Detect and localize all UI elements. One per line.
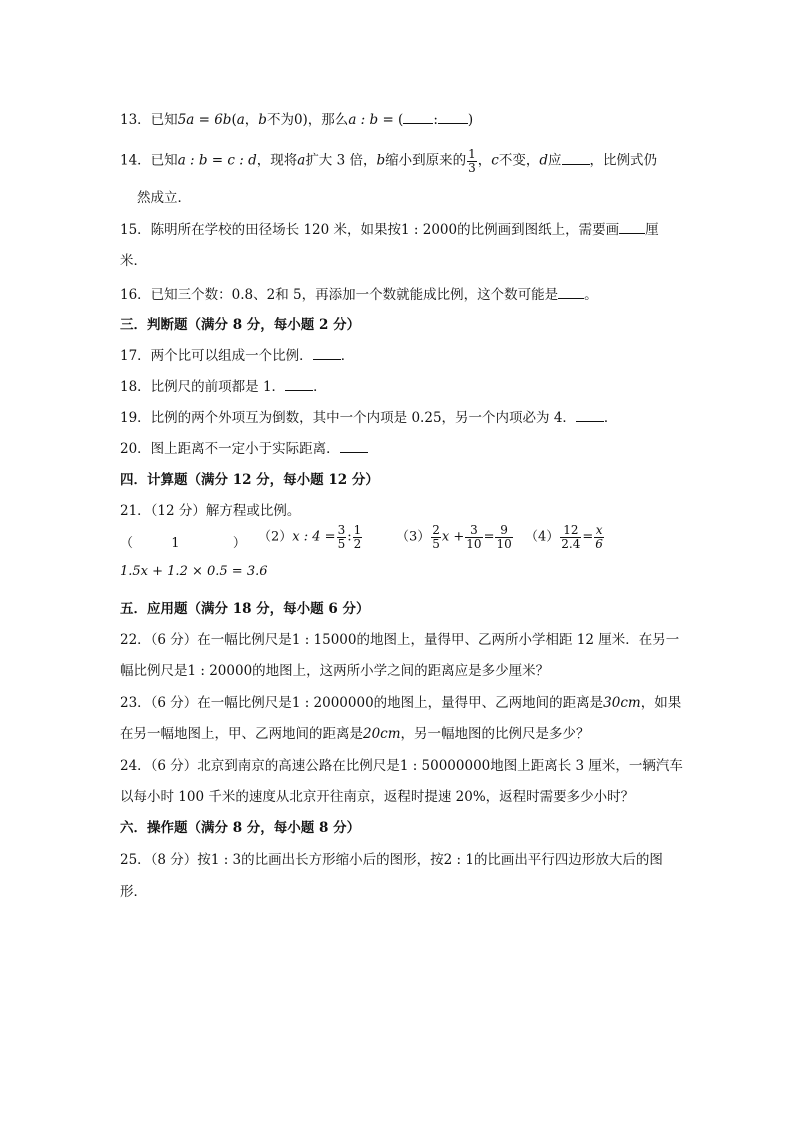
fraction: $\frac{1}{2}$	[353, 523, 362, 551]
question-18: 18．比例尺的前项都是 1． ．	[120, 379, 327, 395]
fraction: $\frac{x}{6}$	[595, 523, 603, 551]
question-22: 22．（6 分）在一幅比例尺是1 : 15000的地图上，量得甲、乙两所小学相距 12 厘米．在另一	[120, 632, 680, 648]
question-21-part-4: （4） $\frac{12}{2.4}$ = $\frac{x}{6}$	[525, 523, 603, 551]
question-21-parts: （ 1 ）	[120, 536, 246, 551]
question-17: 17．两个比可以组成一个比例． ．	[120, 348, 355, 364]
fraction: $\frac{3}{5}$	[337, 523, 346, 551]
question-22-line2: 幅比例尺是1 : 20000的地图上，这两所小学之间的距离应是多少厘米？	[120, 663, 550, 679]
question-21-part-3: （3） $\frac{2}{5}$ x + $\frac{3}{10}$ = $\frac{9}{10}$	[396, 523, 512, 551]
fraction: $\frac{1}{3}$	[468, 147, 476, 175]
section-heading-operation: 六．操作题（满分 8 分，每小题 8 分）	[120, 820, 361, 836]
question-14-line2: 然成立．	[137, 190, 191, 206]
question-25-line2: 形．	[120, 884, 147, 900]
fraction: $\frac{12}{2.4}$	[561, 523, 581, 551]
section-heading-calculation: 四．计算题（满分 12 分，每小题 12 分）	[120, 472, 379, 488]
answer-blank[interactable]	[403, 111, 433, 124]
question-23: 23．（6 分）在一幅比例尺是1 : 2000000的地图上，量得甲、乙两地间的距离是30cm，如果	[120, 695, 682, 711]
question-21-part-2: （2）x : 4 = $\frac{3}{5}$ : $\frac{1}{2}$	[258, 523, 362, 551]
section-heading-judgment: 三．判断题（满分 8 分，每小题 2 分）	[120, 317, 361, 333]
answer-blank[interactable]	[340, 440, 368, 453]
section-heading-application: 五．应用题（满分 18 分，每小题 6 分）	[120, 601, 370, 617]
fraction: $\frac{2}{5}$	[432, 523, 440, 551]
question-16: 16．已知三个数：0.8、2和 5，再添加一个数就能成比例，这个数可能是 。	[120, 287, 598, 303]
answer-blank[interactable]	[558, 286, 584, 299]
question-20: 20．图上距离不一定小于实际距离．	[120, 437, 368, 457]
fraction: $\frac{3}{10}$	[466, 523, 482, 551]
question-19: 19．比例的两个外项互为倒数，其中一个内项是 0.25，另一个内项必为 4． ．	[120, 410, 618, 426]
answer-blank[interactable]	[285, 378, 313, 391]
answer-blank[interactable]	[576, 409, 604, 422]
answer-blank[interactable]	[438, 111, 468, 124]
question-21-title: 21．（12 分）解方程或比例。	[120, 503, 301, 519]
answer-blank[interactable]	[619, 221, 645, 234]
question-24-line2: 以每小时 100 千米的速度从北京开往南京，返程时提速 20%，返程时需要多少小时？	[120, 789, 635, 805]
fraction: $\frac{9}{10}$	[496, 523, 512, 551]
question-15-line2: 米．	[120, 253, 147, 269]
math-expr: 5a = 6b	[177, 112, 232, 128]
question-13: 13．已知5a = 6b(a，b不为0)，那么a : b = ( : )	[120, 112, 474, 128]
question-23-line2: 在另一幅地图上，甲、乙两地间的距离是20cm，另一幅地图的比例尺是多少？	[120, 726, 590, 742]
question-14: 14．已知a : b = c : d，现将a扩大 3 倍，b缩小到原来的 $\frac{1}{3}$ ，c不变，d应 ，比例式仍	[120, 147, 657, 175]
question-25: 25．（8 分）按1 : 3的比画出长方形缩小后的图形，按2 : 1的比画出平行四边形放大后的图	[120, 852, 663, 868]
question-21-part-1-equation: 1.5x + 1.2 × 0.5 = 3.6	[120, 564, 268, 579]
question-24: 24．（6 分）北京到南京的高速公路在比例尺是1 : 50000000地图上距离长 3 厘米，一辆汽车	[120, 758, 683, 774]
question-15: 15．陈明所在学校的田径场长 120 米，如果按1 : 2000的比例画到图纸上，需要画 厘	[120, 222, 659, 238]
answer-blank[interactable]	[313, 347, 341, 360]
answer-blank[interactable]	[562, 152, 590, 165]
